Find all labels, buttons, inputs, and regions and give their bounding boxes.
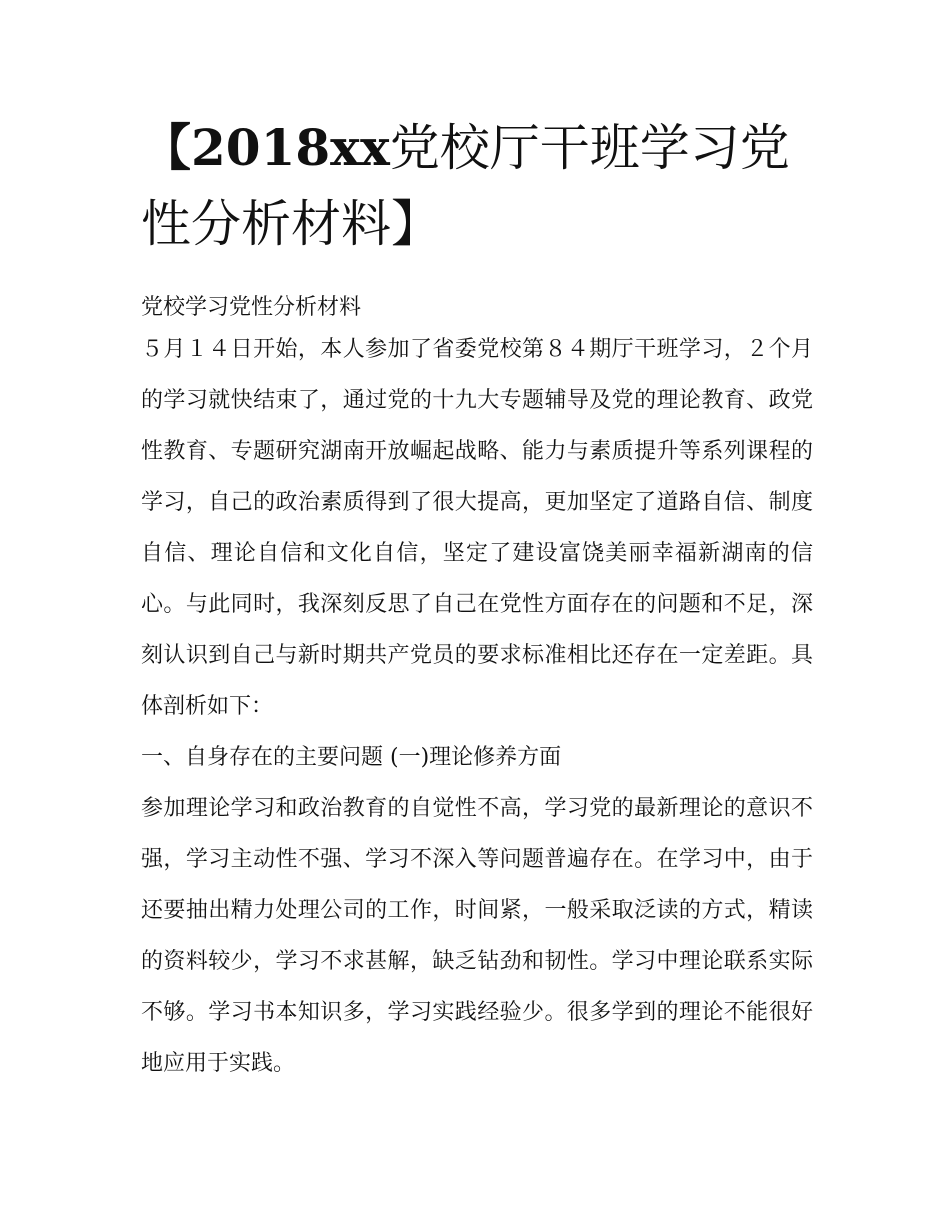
document-subtitle: 党校学习党性分析材料 xyxy=(141,295,362,320)
paragraph-theory: 参加理论学习和政治教育的自觉性不高，学习党的最新理论的意识不强，学习主动性不强、学习不深入等问题普遍存在。在学习中，由于还要抽出精力处理公司的工作，时间紧，一般采取泛读的方式，精读的资料较少，学习不求甚解，缺乏钻劲和韧性。学习中理论联系实际不够。学习书本知识多，学习实践经验少。很多学到的理论不能很好地应用于实践。 xyxy=(141,796,813,1076)
document-body xyxy=(141,324,813,1089)
document-title xyxy=(141,110,813,262)
document-title-rest: 党校厅干班学习党性分析材料】 xyxy=(141,119,790,253)
document-page xyxy=(141,110,813,1089)
section-heading: 一、自身存在的主要问题 (一)理论修养方面 xyxy=(141,745,562,770)
paragraph-intro: ５月１４日开始，本人参加了省委党校第８４期厅干班学习，２个月的学习就快结束了，通过党的十九大专题辅导及党的理论教育、政党性教育、专题研究湖南开放崛起战略、能力与素质提升等系列课程的学习，自己的政治素质得到了很大提高，更加坚定了道路自信、制度自信、理论自信和文化自信，坚定了建设富饶美丽幸福新湖南的信心。与此同时，我深刻反思了自己在党性方面存在的问题和不足，深刻认识到自己与新时期共产党员的要求标准相比还存在一定差距。具体剖析如下： xyxy=(141,337,813,719)
document-title-prefix: 【2018xx xyxy=(141,118,390,177)
